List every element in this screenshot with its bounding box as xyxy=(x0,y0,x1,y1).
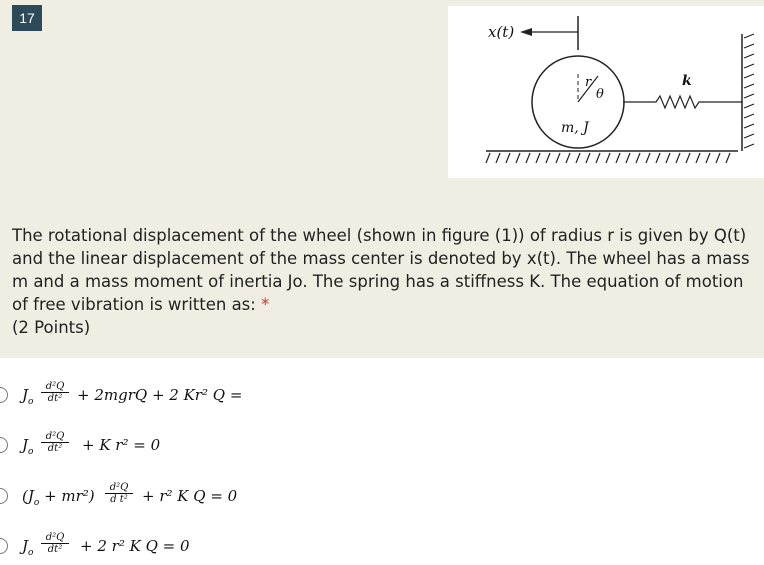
radio-button[interactable] xyxy=(0,488,8,504)
svg-text:k: k xyxy=(682,73,692,89)
radio-button[interactable] xyxy=(0,387,8,403)
answer-option-4[interactable]: $J_o$ $\frac{\text{d²Q}}{\text{dt²}}$ + 2 r² K Q = 0 xyxy=(0,530,764,564)
question-text: The rotational displacement of the wheel (shown in figure (1)) of radius r is given by Q(t) and the linear displacement of the mass center is denoted by x(t). The wheel has a mass m and a mass moment of inertia Jo. The spring has a stiffness K. The equation of motion of free vibration is written as: * (2 Points) xyxy=(12,224,752,339)
radio-button[interactable] xyxy=(0,437,8,453)
svg-text:m, J: m, J xyxy=(561,120,589,136)
svg-text:θ: θ xyxy=(596,87,604,102)
answer-option-1[interactable]: $J_o$ $\frac{\text{d²Q}}{\text{dt²}}$ + 2mgrQ + 2 Kr² Q = xyxy=(0,379,764,413)
spring xyxy=(623,96,742,108)
question-points: (2 Points) xyxy=(12,318,91,337)
answer-option-3[interactable]: $(J_o + mr^2)$ $\frac{\text{d²Q}}{\text{d t²}}$ + r² K Q = 0 xyxy=(0,480,764,514)
wheel-diagram xyxy=(448,6,764,178)
required-marker: * xyxy=(261,295,270,314)
ground-hatch xyxy=(486,153,730,163)
svg-text:r: r xyxy=(585,75,592,90)
wheel-spring-figure xyxy=(448,6,764,178)
question-number-badge: 17 xyxy=(12,5,42,31)
answer-option-2[interactable]: $J_o$ $\frac{\text{d²Q}}{\text{dt²}}$ + K r² = 0 xyxy=(0,429,764,463)
x-label: x(t) xyxy=(488,23,515,41)
radio-button[interactable] xyxy=(0,538,8,554)
wall-hatch xyxy=(744,34,754,148)
